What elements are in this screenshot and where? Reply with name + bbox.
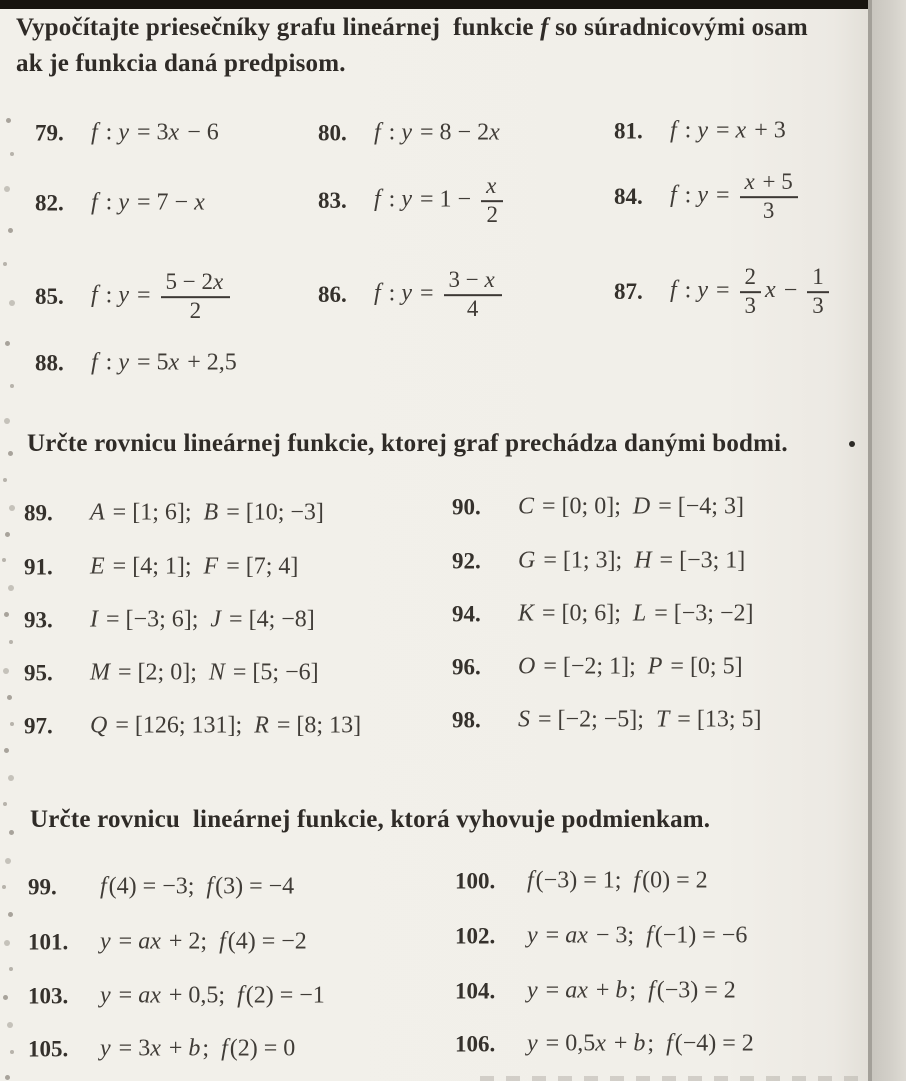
binding-dot [6, 118, 11, 123]
exercise-item-82 [35, 190, 207, 217]
exercise-number: 80. [318, 120, 347, 145]
exercise-formula [518, 601, 754, 628]
exercise-formula [518, 548, 745, 575]
formula-text: y = ax − 3; f(−1) = −6 [527, 922, 748, 949]
exercise-item-100 [455, 868, 708, 895]
exercise-formula [518, 654, 743, 681]
formula-text: O = [−2; 1]; P = [0; 5] [518, 653, 743, 680]
formula-text: x − [765, 277, 804, 304]
exercise-item-87 [614, 265, 833, 319]
formula-text: M = [2; 0]; N = [5; −6] [90, 659, 319, 686]
formula-text: y = ax + 0,5; f(2) = −1 [100, 982, 325, 1009]
exercise-item-99 [28, 874, 294, 901]
formula-text: Q = [126; 131]; R = [8; 13] [90, 712, 362, 739]
exercise-number: 85. [35, 284, 64, 309]
formula-text: y = ax + b; f(−3) = 2 [527, 977, 736, 1004]
formula-text: C = [0; 0]; D = [−4; 3] [518, 493, 744, 520]
formula-text: f : y = 1 − [374, 186, 478, 213]
binding-dot [7, 695, 12, 700]
exercise-formula [670, 170, 802, 224]
binding-dot [2, 558, 6, 562]
exercise-item-94 [452, 601, 754, 628]
exercise-item-101 [28, 929, 307, 956]
exercise-item-104 [455, 978, 736, 1005]
exercise-item-97 [24, 713, 361, 740]
exercise-formula [90, 554, 298, 581]
exercise-number: 92. [452, 548, 481, 573]
exercise-item-89 [24, 500, 324, 527]
exercise-formula [527, 978, 736, 1005]
exercise-item-98 [452, 707, 761, 734]
binding-dot [4, 418, 10, 424]
binding-dot [9, 300, 15, 306]
scan-bottom-smudge [480, 1076, 870, 1081]
exercise-number: 103. [28, 983, 69, 1008]
binding-dot [3, 668, 9, 674]
exercise-number: 79. [35, 120, 64, 145]
exercise-number: 95. [24, 660, 53, 685]
exercise-item-91 [24, 554, 298, 581]
exercise-number: 96. [452, 654, 481, 679]
exercise-number: 87. [614, 279, 643, 304]
exercise-number: 93. [24, 607, 53, 632]
formula-text: I = [−3; 6]; J = [4; −8] [90, 606, 315, 633]
exercise-item-79 [35, 120, 219, 147]
exercise-formula [670, 265, 833, 319]
binding-dot [9, 505, 15, 511]
exercise-formula [90, 713, 361, 740]
binding-dot [8, 775, 14, 781]
binding-dot [9, 830, 14, 835]
exercise-formula [518, 494, 744, 521]
binding-dot [5, 1075, 10, 1080]
formula-text: f : y = x + 3 [670, 117, 786, 144]
section-3-heading-line-1 [30, 806, 710, 834]
binding-dot [8, 912, 13, 917]
formula-text: E = [4; 1]; F = [7; 4] [90, 553, 299, 580]
binding-dot [3, 995, 8, 1000]
scan-speck [849, 441, 855, 447]
binding-dot [10, 152, 14, 156]
exercise-formula [100, 929, 307, 956]
exercise-formula [91, 120, 219, 147]
exercise-item-102 [455, 923, 747, 950]
binding-dot [8, 585, 14, 591]
exercise-number: 101. [28, 929, 69, 954]
binding-dot [5, 858, 11, 864]
binding-dot [4, 612, 9, 617]
heading-text: Vypočítajte priesečníky grafu lineárnej funkcie [16, 14, 541, 41]
exercise-number: 84. [614, 184, 643, 209]
exercise-formula [91, 270, 234, 324]
exercise-number: 94. [452, 601, 481, 626]
binding-dot [7, 1022, 13, 1028]
section-2-heading-line-1 [27, 430, 788, 458]
binding-dot [3, 262, 7, 266]
exercise-formula [374, 268, 506, 322]
binding-dot [4, 186, 10, 192]
exercise-item-86 [318, 268, 506, 322]
exercise-item-88 [35, 350, 237, 377]
binding-dot [10, 384, 14, 388]
exercise-item-96 [452, 654, 743, 681]
heading-text: ak je funkcia daná predpisom. [16, 50, 346, 77]
exercise-formula [91, 350, 237, 377]
formula-text: f : y = 3x − 6 [91, 119, 219, 146]
exercise-number: 90. [452, 494, 481, 519]
fraction: $\frac{x}{2}$ [481, 174, 503, 228]
section-1-heading-line-1 [16, 14, 808, 42]
binding-dot [5, 532, 10, 537]
exercise-formula [91, 190, 207, 217]
formula-text: f : y = 8 − 2x [374, 119, 500, 146]
exercise-item-83 [318, 174, 507, 228]
formula-text: f : y = 7 − x [91, 189, 205, 216]
exercise-formula [90, 660, 319, 687]
exercise-formula [374, 120, 502, 147]
formula-text: f(4) = −3; f(3) = −4 [100, 873, 295, 900]
exercise-item-85 [35, 270, 234, 324]
exercise-item-93 [24, 607, 315, 634]
exercise-formula [670, 118, 786, 145]
formula-text: f : y = [670, 182, 736, 209]
exercise-number: 97. [24, 713, 53, 738]
exercise-number: 89. [24, 500, 53, 525]
formula-text: f : y = [91, 282, 157, 309]
exercise-formula [100, 1036, 295, 1063]
heading-text: Určte rovnicu lineárnej funkcie, ktorej graf prechádza danými bodmi. [27, 430, 788, 457]
exercise-number: 88. [35, 350, 64, 375]
formula-text: f : y = 5x + 2,5 [91, 349, 237, 376]
formula-text: y = ax + 2; f(4) = −2 [100, 928, 307, 955]
exercise-formula [518, 707, 761, 734]
scan-edge-shadow [872, 0, 906, 1081]
binding-dot [4, 748, 9, 753]
binding-dot [3, 478, 7, 482]
exercise-item-95 [24, 660, 319, 687]
exercise-item-84 [614, 170, 802, 224]
exercise-formula [527, 923, 747, 950]
formula-text: y = 0,5x + b; f(−4) = 2 [527, 1030, 754, 1057]
exercise-formula [90, 607, 315, 634]
exercise-item-92 [452, 548, 745, 575]
binding-dot [2, 885, 6, 889]
exercise-number: 99. [28, 874, 57, 899]
fraction: $\frac{5 - 2x}{2}$ [161, 270, 231, 324]
binding-dot [10, 1050, 14, 1054]
heading-italic-f: f [540, 14, 549, 41]
formula-text: A = [1; 6]; B = [10; −3] [90, 499, 324, 526]
exercise-formula [90, 500, 324, 527]
heading-text: so súradnicovými osam [548, 14, 808, 41]
fraction: $\frac{3 - x}{4}$ [444, 268, 502, 322]
exercise-number: 81. [614, 118, 643, 143]
exercise-number: 91. [24, 554, 53, 579]
formula-text: y = 3x + b; f(2) = 0 [100, 1035, 296, 1062]
binding-dot [5, 341, 10, 346]
formula-text: S = [−2; −5]; T = [13; 5] [518, 706, 762, 733]
fraction: $\frac{x + 5}{3}$ [740, 170, 798, 224]
scan-top-edge [0, 0, 869, 9]
exercise-item-105 [28, 1036, 295, 1063]
exercise-number: 100. [455, 868, 496, 893]
exercise-number: 102. [455, 923, 496, 948]
exercise-formula [527, 1031, 754, 1058]
section-1-heading-line-2 [16, 50, 346, 78]
exercise-item-81 [614, 118, 786, 145]
exercise-item-80 [318, 120, 502, 147]
exercise-formula [527, 868, 708, 895]
binding-dot [3, 802, 7, 806]
binding-dot [4, 940, 10, 946]
exercise-number: 83. [318, 188, 347, 213]
binding-dot [9, 640, 13, 644]
exercise-number: 98. [452, 707, 481, 732]
binding-dot [8, 451, 13, 456]
exercise-item-103 [28, 983, 325, 1010]
heading-text: Určte rovnicu lineárnej funkcie, ktorá vyhovuje podmienkam. [30, 806, 711, 833]
exercise-formula [100, 874, 294, 901]
exercise-item-106 [455, 1031, 754, 1058]
formula-text: G = [1; 3]; H = [−3; 1] [518, 547, 746, 574]
exercise-number: 106. [455, 1031, 496, 1056]
exercise-number: 104. [455, 978, 496, 1003]
binding-dot [9, 967, 13, 971]
formula-text: f(−3) = 1; f(0) = 2 [527, 867, 708, 894]
exercise-number: 82. [35, 190, 64, 215]
formula-text: K = [0; 6]; L = [−3; −2] [518, 600, 754, 627]
binding-dot [10, 722, 14, 726]
fraction: $\frac{2}{3}$ [740, 265, 762, 319]
formula-text: f : y = [670, 277, 736, 304]
exercise-number: 105. [28, 1036, 69, 1061]
binding-dot [8, 228, 13, 233]
exercise-formula [100, 983, 325, 1010]
exercise-item-90 [452, 494, 744, 521]
formula-text: f : y = [374, 280, 440, 307]
fraction: $\frac{1}{3}$ [807, 265, 829, 319]
exercise-formula [374, 174, 507, 228]
exercise-number: 86. [318, 282, 347, 307]
